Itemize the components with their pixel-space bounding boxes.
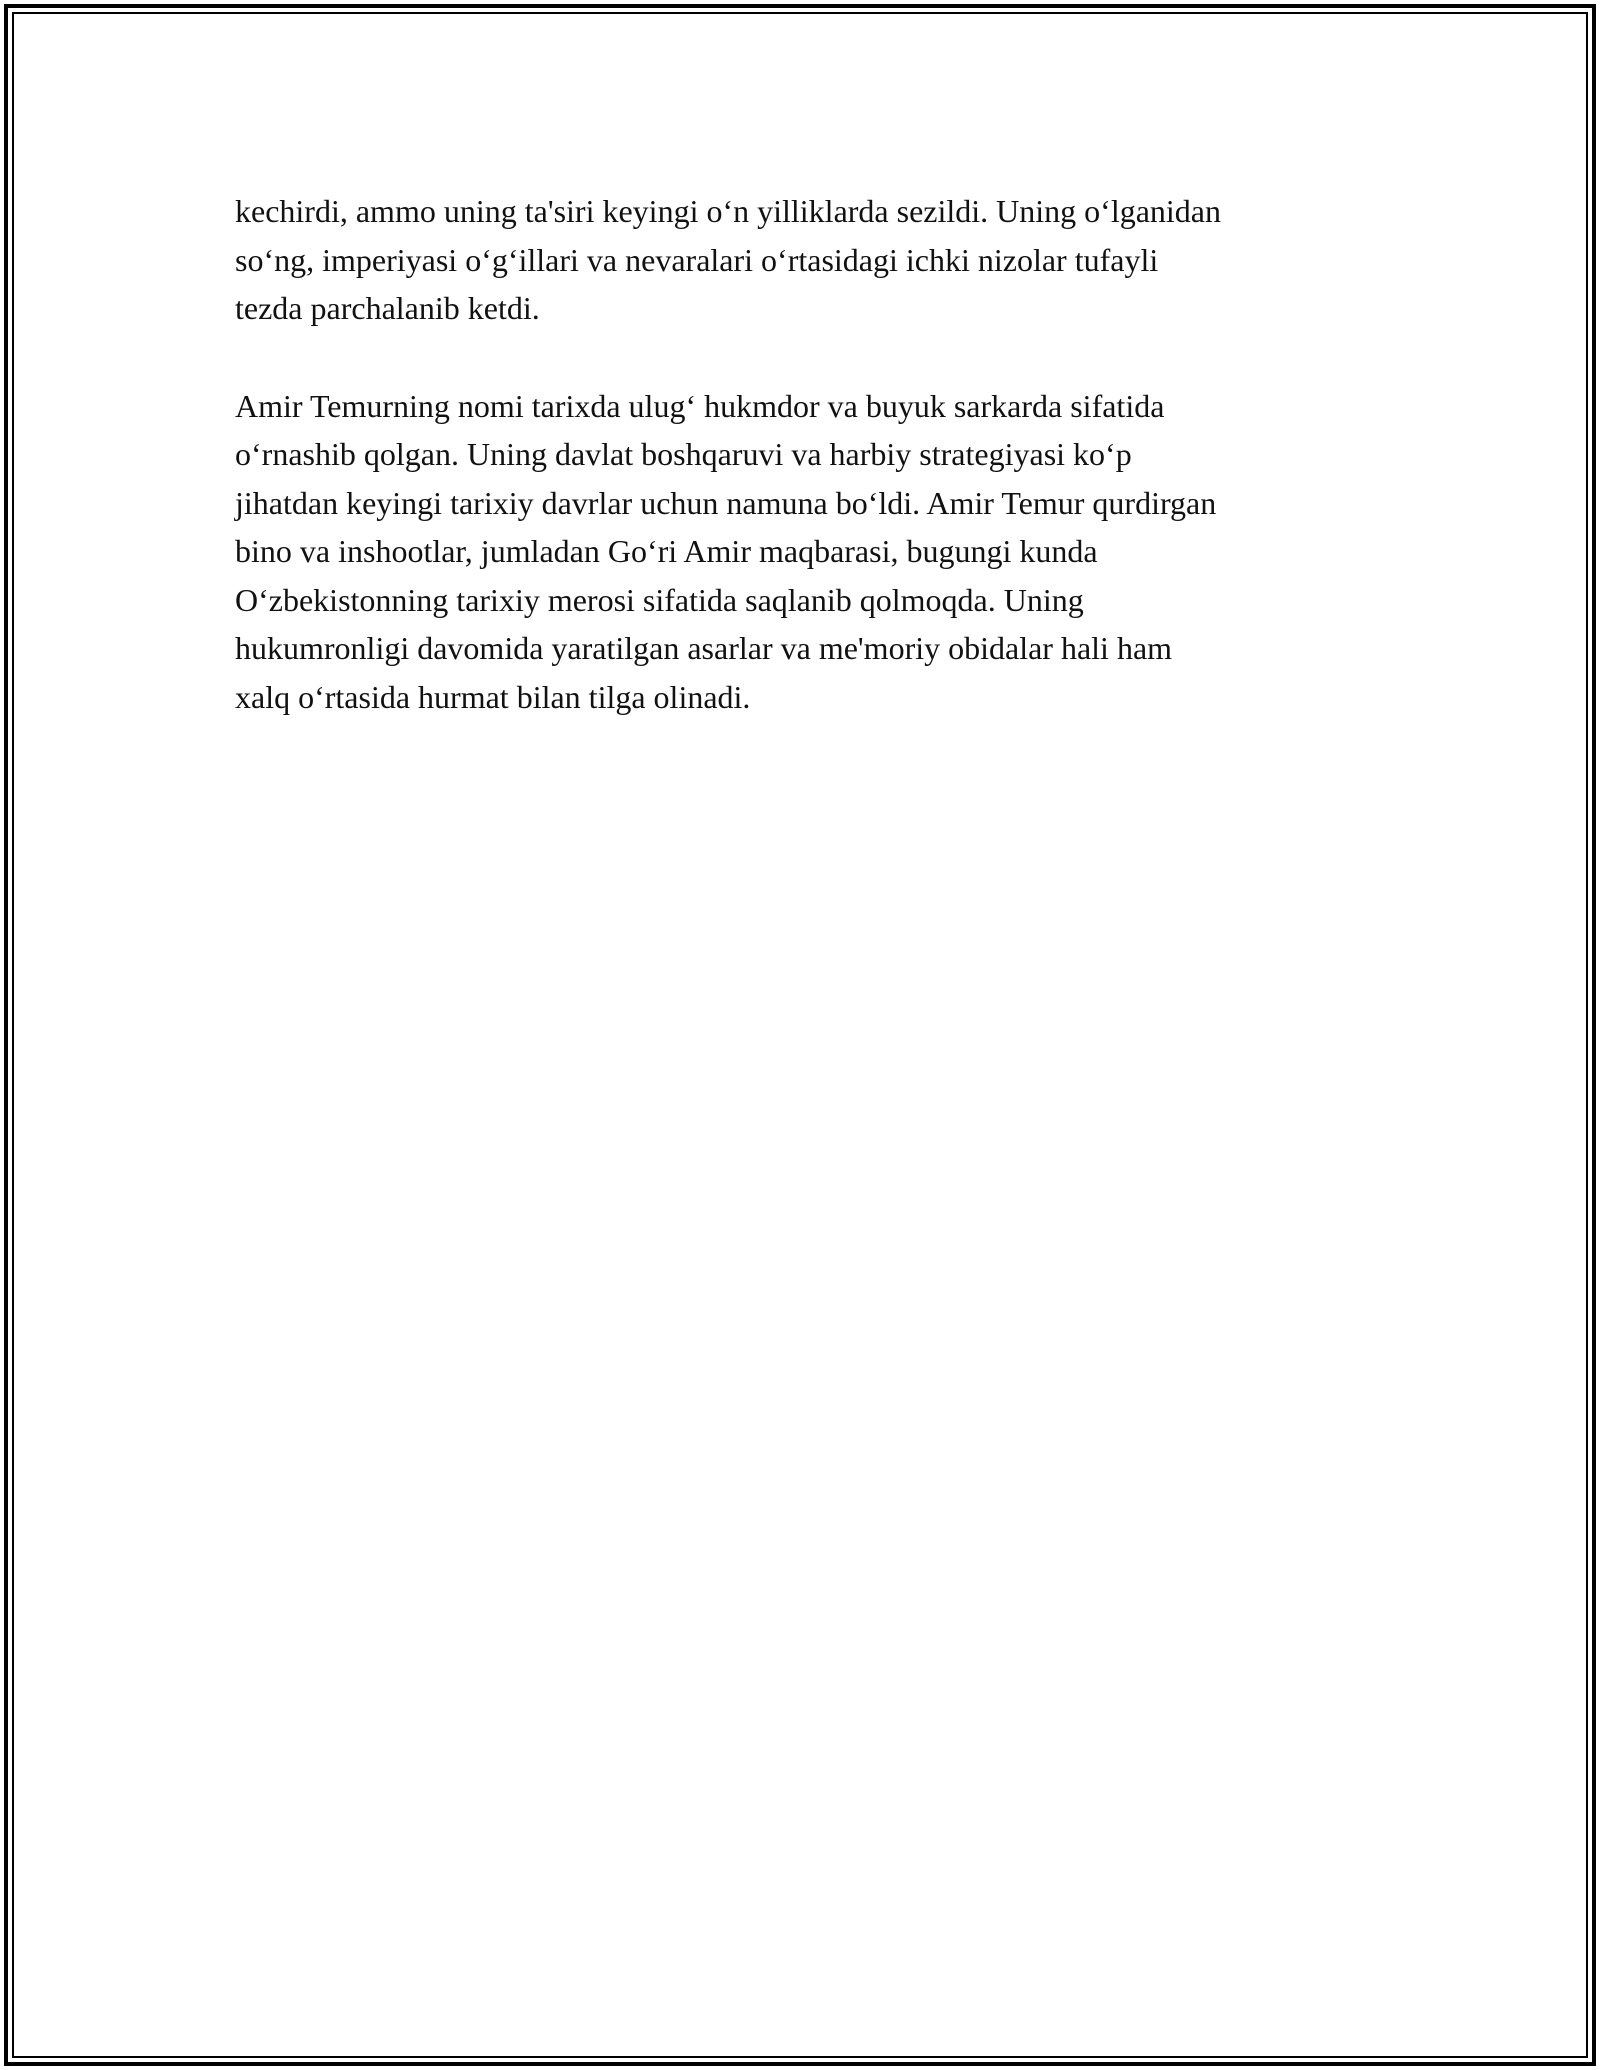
paragraph-line: so‘ng, imperiyasi o‘g‘illari va nevaralari o‘rtasidagi ichki nizolar tufayli: [235, 241, 1159, 278]
paragraph-2: [235, 382, 1375, 722]
paragraph-line: kechirdi, ammo uning ta'siri keyingi o‘n yilliklarda sezildi. Uning o‘lganidan: [235, 193, 1221, 229]
paragraph-line: xalq o‘rtasida hurmat bilan tilga olinadi.: [235, 678, 751, 715]
document-body: [235, 187, 1375, 770]
paragraph-line: tezda parchalanib ketdi.: [235, 290, 540, 326]
paragraph-1: [235, 187, 1375, 333]
paragraph-line: Amir Temurning nomi tarixda ulug‘ hukmdor va buyuk sarkarda sifatida: [235, 387, 1165, 424]
paragraph-line: hukumronligi davomida yaratilgan asarlar va me'moriy obidalar hali ham: [235, 630, 1173, 666]
paragraph-line: o‘rnashib qolgan. Uning davlat boshqaruvi va harbiy strategiyasi ko‘p: [235, 436, 1132, 472]
paragraph-line: O‘zbekistonning tarixiy merosi sifatida saqlanib qolmoqda. Uning: [235, 581, 1084, 618]
paragraph-line: jihatdan keyingi tarixiy davrlar uchun namuna bo‘ldi. Amir Temur qurdirgan: [235, 484, 1217, 521]
paragraph-line: bino va inshootlar, jumladan Go‘ri Amir maqbarasi, bugungi kunda: [235, 533, 1098, 569]
